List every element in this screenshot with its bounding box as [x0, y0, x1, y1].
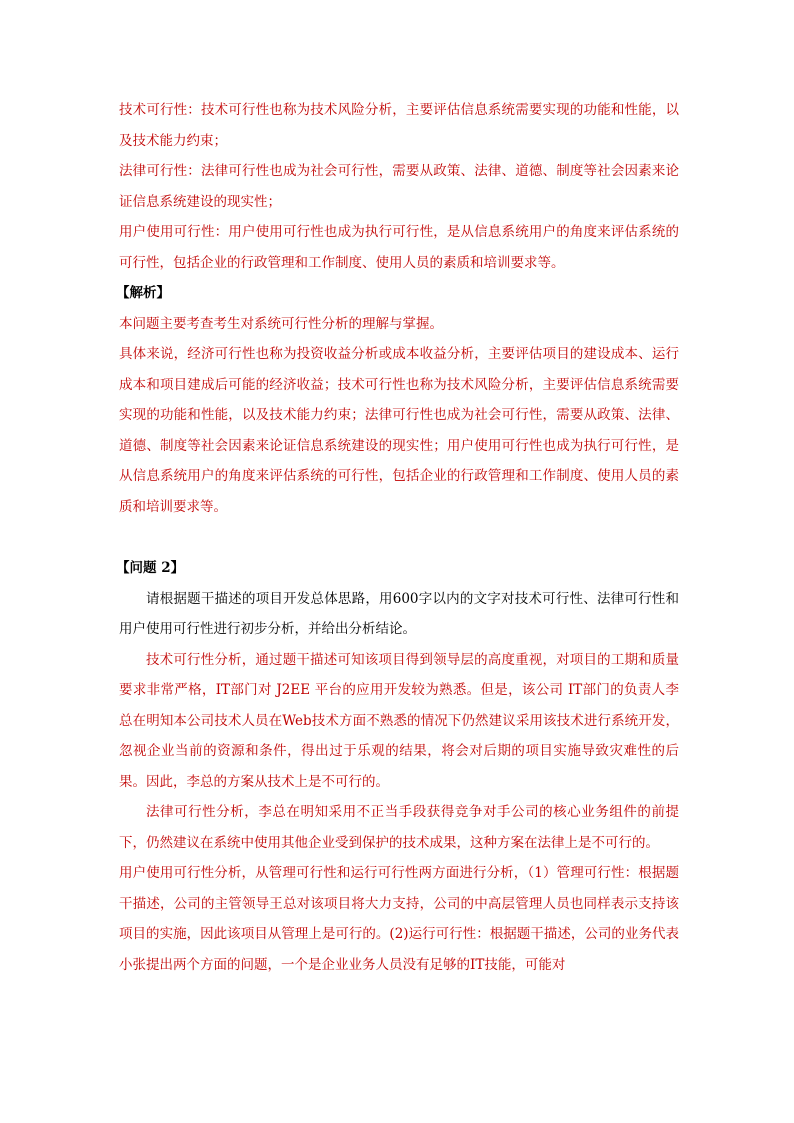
- analysis-body: 具体来说，经济可行性也称为投资收益分析或成本收益分析，主要评估项目的建设成本、运行成本和项目建成后可能的经济收益；技术可行性也称为技术风险分析，主要评估信息系统需要实现的功能和性能，以及技术能力约束；法律可行性也成为社会可行性，需要从政策、法律、道德、制度等社会因素来论证信息系统建设的现实性；用户使用可行性也成为执行可行性，是从信息系统用户的角度来评估系统的可行性，包括企业的行政管理和工作制度、使用人员的素质和培训要求等。: [119, 346, 679, 515]
- question-2-answer-legal: 法律可行性分析，李总在明知采用不正当手段获得竞争对手公司的核心业务组件的前提下，仍然建议在系统中使用其他企业受到保护的技术成果，这种方案在法律上是不可行的。: [119, 804, 679, 851]
- document-page: [116, 95, 679, 980]
- question-2-prompt: 请根据题干描述的项目开发总体思路，用600字以内的文字对技术可行性、法律可行性和用户使用可行性进行初步分析，并给出分析结论。: [119, 590, 679, 637]
- question-2-answer-user: 用户使用可行性分析，从管理可行性和运行可行性两方面进行分析，（1）管理可行性：根据题干描述，公司的主管领导王总对该项目将大力支持，公司的中高层管理人员也同样表示支持该项目的实施，因此该项目从管理上是可行的。(2)运行可行性：根据题干描述，公司的业务代表小张提出两个方面的问题，一个是企业业务人员没有足够的IT技能，可能对: [119, 865, 679, 973]
- question-2-answer-technical: 技术可行性分析，通过题干描述可知该项目得到领导层的高度重视，对项目的工期和质量要求非常严格，IT部门对 J2EE 平台的应用开发较为熟悉。但是，该公司 IT部门的负责人李总在明知本公司技术人员在Web技术方面不熟悉的情况下仍然建议采用该技术进行系统开发，忽视企业当前的资源和条件，得出过于乐观的结果，将会对后期的项目实施导致灾难性的后果。因此，李总的方案从技术上是不可行的。: [119, 651, 679, 790]
- question-2-heading: 【问题 2】: [116, 560, 185, 576]
- analysis-intro: 本问题主要考查考生对系统可行性分析的理解与掌握。: [119, 315, 443, 332]
- section-spacer: [119, 522, 679, 553]
- answer-user-feasibility: 用户使用可行性：用户使用可行性也成为执行可行性，是从信息系统用户的角度来评估系统的可行性，包括企业的行政管理和工作制度、使用人员的素质和培训要求等。: [119, 224, 679, 271]
- answer-legal-feasibility: 法律可行性：法律可行性也成为社会可行性，需要从政策、法律、道德、制度等社会因素来论证信息系统建设的现实性；: [119, 163, 679, 210]
- answer-technical-feasibility: 技术可行性：技术可行性也称为技术风险分析，主要评估信息系统需要实现的功能和性能，以及技术能力约束；: [119, 102, 679, 149]
- analysis-heading: 【解析】: [116, 285, 170, 301]
